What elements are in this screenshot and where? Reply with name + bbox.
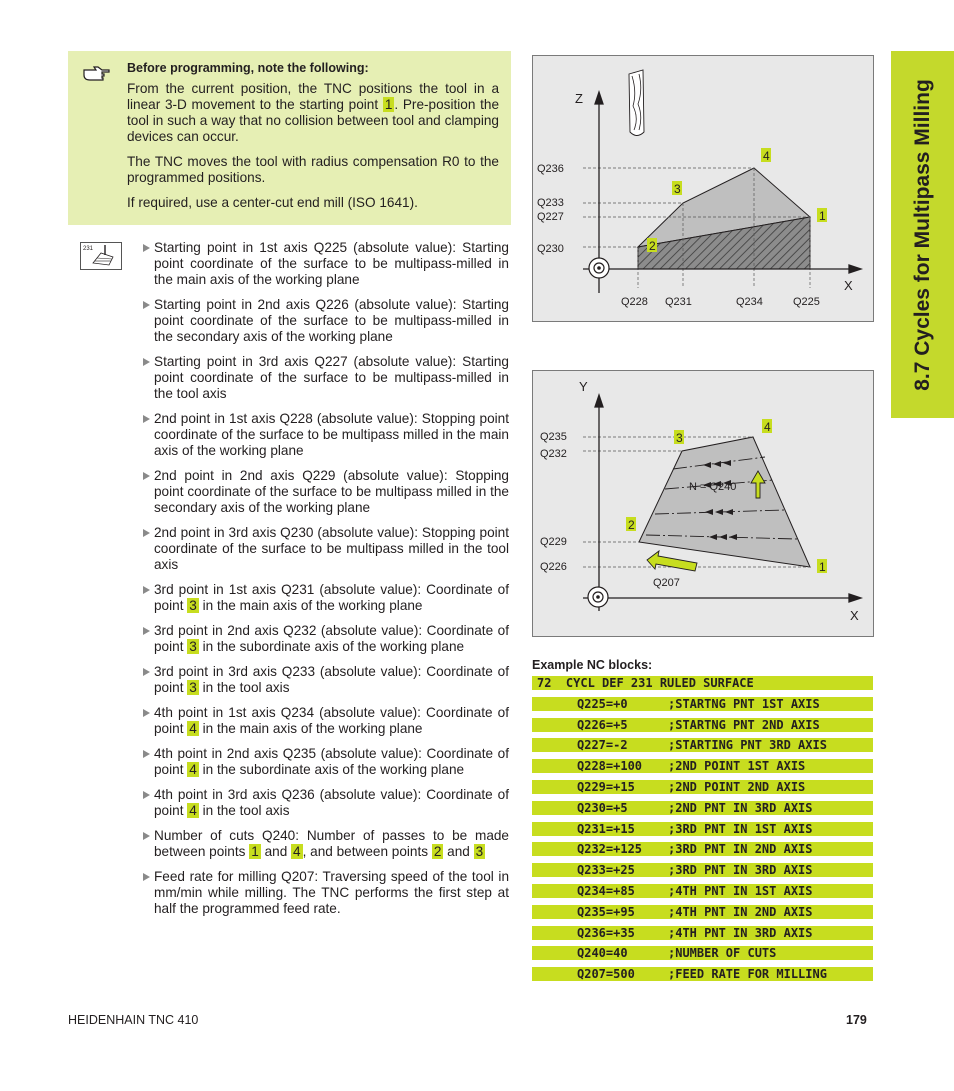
param-q235: 4th point in 2nd axis Q235 (absolute value): Coordinate of point 4 in the subordinate axis of the working plane xyxy=(143,746,509,778)
arrow-bullet-icon xyxy=(143,709,150,717)
arrow-bullet-icon xyxy=(143,415,150,423)
feed-arrow-icon xyxy=(647,551,697,571)
arrow-bullet-icon xyxy=(143,244,150,252)
nc-row: Q234=+85 ;4TH PNT IN 1ST AXIS xyxy=(532,884,873,898)
param-q225: Starting point in 1st axis Q225 (absolute value): Starting point coordinate of the surface to be multipass-milled in the main axis of the working plane xyxy=(143,240,509,288)
fig-xy-point-2: 2 xyxy=(628,518,635,532)
parameter-list xyxy=(143,240,509,926)
arrow-bullet-icon xyxy=(143,301,150,309)
fig-xz-point-2: 2 xyxy=(649,239,656,253)
param-q227: Starting point in 3rd axis Q227 (absolute value): Starting point coordinate of the surface to be multipass-milled in the tool axis xyxy=(143,354,509,402)
nc-row: Q236=+35 ;4TH PNT IN 3RD AXIS xyxy=(532,926,873,940)
nc-row: Q227=-2 ;STARTING PNT 3RD AXIS xyxy=(532,738,873,752)
fig-xy-label-q235: Q235 xyxy=(540,431,567,443)
arrow-bullet-icon xyxy=(143,472,150,480)
arrow-bullet-icon xyxy=(143,627,150,635)
fig-xz-point-1: 1 xyxy=(819,209,826,223)
nc-row: Q240=40 ;NUMBER OF CUTS xyxy=(532,946,873,960)
arrow-bullet-icon xyxy=(143,668,150,676)
note-paragraph-3: If required, use a center-cut end mill (ISO 1641). xyxy=(127,195,418,210)
fig-xz-label-q234: Q234 xyxy=(736,296,763,308)
fig-xz-label-q236: Q236 xyxy=(537,163,564,175)
param-q230: 2nd point in 3rd axis Q230 (absolute value): Stopping point coordinate of the surface to be multipass milled in the tool axis xyxy=(143,525,509,573)
figure-xy-plane xyxy=(532,370,874,637)
fig-xy-point-4: 4 xyxy=(764,420,771,434)
nc-row: Q231=+15 ;3RD PNT IN 1ST AXIS xyxy=(532,822,873,836)
nc-row: Q225=+0 ;STARTNG PNT 1ST AXIS xyxy=(532,697,873,711)
param-q233: 3rd point in 3rd axis Q233 (absolute value): Coordinate of point 3 in the tool axis xyxy=(143,664,509,696)
surface-xy-face xyxy=(639,437,810,567)
fig-xy-axis-x: X xyxy=(850,608,859,623)
nc-row-header: 72 CYCL DEF 231 RULED SURFACE xyxy=(532,676,873,690)
param-q207: Feed rate for milling Q207: Traversing speed of the tool in mm/min while milling. The TNC performs the first step at half the programmed feed rate. xyxy=(143,869,509,917)
note-paragraph-2: The TNC moves the tool with radius compensation R0 to the programmed positions. xyxy=(127,154,499,185)
param-q236: 4th point in 3rd axis Q236 (absolute value): Coordinate of point 4 in the tool axis xyxy=(143,787,509,819)
cycle-number: 231 xyxy=(83,246,94,252)
footer-product: HEIDENHAIN TNC 410 xyxy=(68,1013,199,1027)
arrow-bullet-icon xyxy=(143,791,150,799)
arrow-bullet-icon xyxy=(143,529,150,537)
note-box xyxy=(68,51,511,225)
fig-xz-label-q233: Q233 xyxy=(537,197,564,209)
nc-row: Q233=+25 ;3RD PNT IN 3RD AXIS xyxy=(532,863,873,877)
fig-xz-point-4: 4 xyxy=(763,149,770,163)
cycle-231-icon xyxy=(80,242,122,270)
fig-xy-point-3: 3 xyxy=(676,431,683,445)
figure-xz-plane xyxy=(532,55,874,322)
fig-xz-label-q227: Q227 xyxy=(537,211,564,223)
end-mill-icon xyxy=(629,70,644,136)
nc-row: Q232=+125 ;3RD PNT IN 2ND AXIS xyxy=(532,842,873,856)
fig-xz-label-q225: Q225 xyxy=(793,296,820,308)
fig-xz-axis-z: Z xyxy=(575,91,583,106)
fig-xy-axis-y: Y xyxy=(579,379,588,394)
fig-xz-label-q230: Q230 xyxy=(537,243,564,255)
arrow-bullet-icon xyxy=(143,873,150,881)
nc-block-list xyxy=(532,676,873,988)
chapter-side-tab xyxy=(891,51,954,418)
arrow-bullet-icon xyxy=(143,832,150,840)
nc-row: Q229=+15 ;2ND POINT 2ND AXIS xyxy=(532,780,873,794)
pointing-hand-icon xyxy=(82,64,112,82)
param-q228: 2nd point in 1st axis Q228 (absolute value): Stopping point coordinate of the surface to be multipass milled in the main axis of the working plane xyxy=(143,411,509,459)
note-heading: Before programming, note the following: xyxy=(127,61,369,75)
page-number: 179 xyxy=(846,1013,867,1027)
arrow-bullet-icon xyxy=(143,750,150,758)
fig-xy-n-label: N = Q240 xyxy=(689,481,737,493)
nc-row: Q226=+5 ;STARTNG PNT 2ND AXIS xyxy=(532,718,873,732)
param-q226: Starting point in 2nd axis Q226 (absolute value): Starting point coordinate of the surface to be multipass-milled in the secondary axis of the working plane xyxy=(143,297,509,345)
param-q234: 4th point in 1st axis Q234 (absolute value): Coordinate of point 4 in the main axis of the working plane xyxy=(143,705,509,737)
nc-row: Q228=+100 ;2ND POINT 1ST AXIS xyxy=(532,759,873,773)
nc-row: Q235=+95 ;4TH PNT IN 2ND AXIS xyxy=(532,905,873,919)
fig-xy-label-q229: Q229 xyxy=(540,536,567,548)
nc-row: Q230=+5 ;2ND PNT IN 3RD AXIS xyxy=(532,801,873,815)
fig-xy-point-1: 1 xyxy=(819,560,826,574)
param-q229: 2nd point in 2nd axis Q229 (absolute value): Stopping point coordinate of the surface to be multipass milled in the secondary axis of the working plane xyxy=(143,468,509,516)
fig-xz-point-3: 3 xyxy=(674,182,681,196)
fig-xz-label-q231: Q231 xyxy=(665,296,692,308)
fig-xz-label-q228: Q228 xyxy=(621,296,648,308)
param-q232: 3rd point in 2nd axis Q232 (absolute value): Coordinate of point 3 in the subordinate axis of the working plane xyxy=(143,623,509,655)
arrow-bullet-icon xyxy=(143,586,150,594)
fig-xy-label-q232: Q232 xyxy=(540,448,567,460)
arrow-bullet-icon xyxy=(143,358,150,366)
param-q231: 3rd point in 1st axis Q231 (absolute value): Coordinate of point 3 in the main axis of the working plane xyxy=(143,582,509,614)
param-q240: Number of cuts Q240: Number of passes to be made between points 1 and 4 , and between points 2 and 3 xyxy=(143,828,509,860)
fig-xy-feed-label: Q207 xyxy=(653,577,680,589)
nc-example-title: Example NC blocks: xyxy=(532,658,653,672)
note-paragraph-1: From the current position, the TNC positions the tool in a linear 3-D movement to the starting point 1 . Pre-position the tool in such a way that no collision between tool and clamping devices can occur. xyxy=(127,81,500,144)
chapter-title: 8.7 Cycles for Multipass Milling xyxy=(910,78,934,391)
nc-row: Q207=500 ;FEED RATE FOR MILLING xyxy=(532,967,873,981)
fig-xy-label-q226: Q226 xyxy=(540,561,567,573)
fig-xz-axis-x: X xyxy=(844,278,853,293)
